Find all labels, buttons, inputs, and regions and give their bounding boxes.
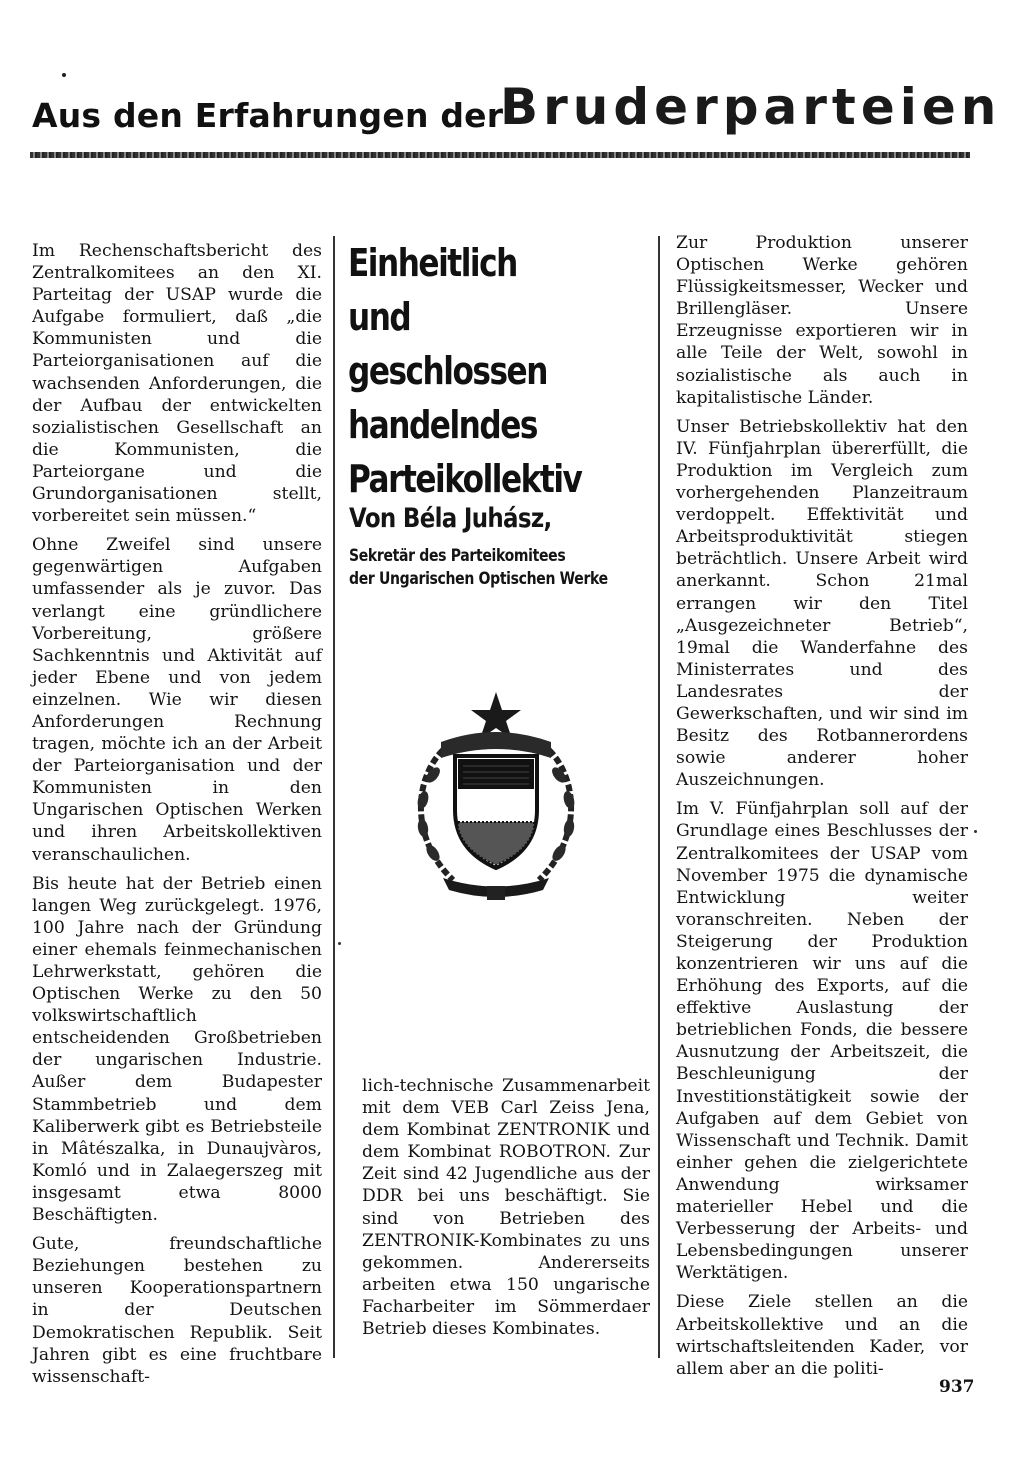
page-header: [0, 0, 1024, 165]
text-column-3: [676, 232, 968, 1387]
text-column-1: [32, 240, 322, 1395]
ink-speck: [62, 73, 66, 77]
ink-speck: [338, 942, 341, 945]
paragraph: Diese Ziele stellen an die Arbeitskollektive und an die wirtschaftsleitenden Kader, vor allem aber an die politi-: [676, 1292, 968, 1379]
paragraph: Ohne Zweifel sind unsere gegenwärtigen Aufgaben umfassender als je zuvor. Das verlangt eine gründlichere Vorbereitung, größere Sachkenntnis und Aktivität auf jeder Ebene und von jedem einzelnen. Wie wir diesen Anforderungen Rechnung tragen, möchte ich an der Arbeit der Parteiorganisation und der Kommunisten in den Ungarischen Optischen Werken und ihren Arbeitskollektiven veranschaulichen.: [32, 535, 322, 865]
title-line: Parteikollektiv: [348, 457, 582, 501]
title-line: Einheitlich: [348, 241, 517, 285]
paragraph: Im V. Fünfjahrplan soll auf der Grundlage eines Beschlusses der Zentralkomitees der USAP vom November 1975 die dynamische Entwicklung weiter voranschreiten. Neben der Steigerung der Produktion konzentrieren wir uns auf die Erhöhung des Exports, auf die effektive Auslastung der betrieblichen Fonds, die bessere Ausnutzung der Arbeitszeit, die Beschleunigung der Investitionstätigkeit sowie der Aufgaben auf dem Gebiet von Wissenschaft und Technik. Damit einher gehen die zielgerichtete Anwendung wirksamer materieller Hebel und die Verbesserung der Arbeits- und Lebensbedingungen unserer Werktätigen.: [676, 799, 968, 1284]
paragraph: Gute, freundschaftliche Beziehungen bestehen zu unseren Kooperationspartnern in der Deutschen Demokratischen Republik. Seit Jahren gibt es eine fruchtbare wissenschaft-: [32, 1234, 322, 1387]
section-heading-left: Aus den Erfahrungen der: [32, 96, 504, 135]
ink-speck: [974, 830, 977, 833]
title-line: und geschlossen: [348, 295, 547, 393]
role-line: Sekretär des Parteikomitees: [349, 546, 566, 565]
role-line: der Ungarischen Optischen Werke: [349, 569, 608, 588]
section-heading-right: Bruderparteien: [500, 78, 1002, 136]
header-rule: [30, 152, 970, 158]
hungarian-emblem-icon: [403, 690, 589, 910]
text-column-2: [362, 1075, 650, 1347]
column-divider: [333, 236, 335, 1358]
column-divider: [658, 236, 660, 1358]
paragraph: Zur Produktion unserer Optischen Werke gehören Flüssigkeitsmesser, Wecker und Brillengläser. Unsere Erzeugnisse exportieren wir in alle Teile der Welt, sowohl in sozialistische als auch in kapitalistische Länder.: [676, 233, 968, 408]
article-title: [348, 236, 594, 506]
paragraph: Unser Betriebskollektiv hat den IV. Fünfjahrplan übererfüllt, die Produktion im Vergleich zum vorhergehenden Planzeitraum verdoppelt. Effektivität und Arbeitsproduktivität stiegen beträchtlich. Unsere Arbeit wird anerkannt. Schon 21mal errangen wir den Titel „Ausgezeichneter Betrieb“, 19mal die Wanderfahne des Ministerrates und des Landesrates der Gewerkschaften, und wir sind im Besitz des Rotbannerordens sowie anderer hoher Auszeichnungen.: [676, 416, 968, 791]
paragraph: Im Rechenschaftsbericht des Zentralkomitees an den XI. Parteitag der USAP wurde die Aufgabe formuliert, daß „die Kommunisten und die Parteiorganisationen auf die wachsenden Anforderungen, die der Aufbau der entwickelten sozialistischen Gesellschaft an die Kommunisten, die Parteiorgane und die Grundorganisationen stellt, vorbereitet sein müssen.“: [32, 241, 322, 527]
paragraph: lich-technische Zusammenarbeit mit dem VEB Carl Zeiss Jena, dem Kombinat ZENTRONIK und dem Kombinat ROBOTRON. Zur Zeit sind 42 Jugendliche aus der DDR bei uns beschäftigt. Sie sind von Betrieben des ZENTRONIK-Kombinates zu uns gekommen. Andererseits arbeiten etwa 150 ungarische Facharbeiter im Sömmerdaer Betrieb dieses Kombinates.: [362, 1076, 650, 1340]
author-role: [349, 544, 638, 590]
title-line: handelndes: [348, 403, 537, 447]
page-number: 937: [939, 1377, 975, 1397]
article-author: Von Béla Juhász,: [349, 503, 552, 534]
paragraph: Bis heute hat der Betrieb einen langen Weg zurückgelegt. 1976, 100 Jahre nach der Gründung einer ehemals feinmechanischen Lehrwerkstatt, gehören die Optischen Werke zu den 50 volkswirtschaftlich entscheidenden Großbetrieben der ungarischen Industrie. Außer dem Budapester Stammbetrieb und dem Kaliberwerk gibt es Betriebsteile in Mâtészalka, in Dunaujvàros, Komló und in Zalaegerszeg mit insgesamt etwa 8000 Beschäftigten.: [32, 873, 322, 1226]
